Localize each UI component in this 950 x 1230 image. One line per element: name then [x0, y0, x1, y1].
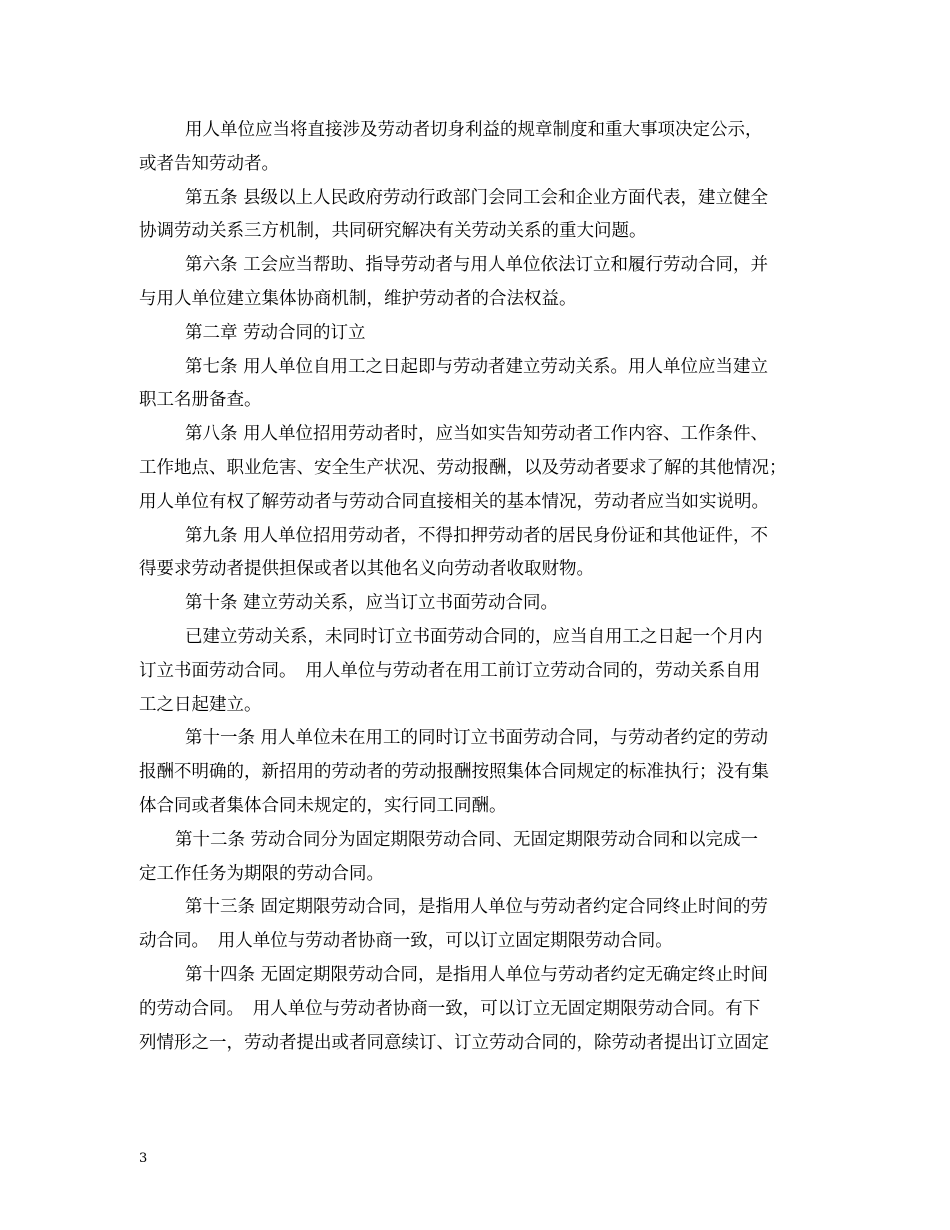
text-line: 第九条 用人单位招用劳动者，不得扣押劳动者的居民身份证和其他证件，不: [185, 525, 769, 546]
text-line: 得要求劳动者提供担保或者以其他名义向劳动者收取财物。: [139, 559, 594, 580]
text-line: 与用人单位建立集体协商机制，维护劳动者的合法权益。: [139, 288, 577, 309]
text-line: 第六条 工会应当帮助、指导劳动者与用人单位依法订立和履行劳动合同，并: [185, 255, 769, 276]
text-line: 第十四条 无固定期限劳动合同，是指用人单位与劳动者约定无确定终止时间: [185, 964, 769, 985]
text-line: 第十一条 用人单位未在用工的同时订立书面劳动合同，与劳动者约定的劳动: [185, 728, 769, 749]
text-line: 第八条 用人单位招用劳动者时，应当如实告知劳动者工作内容、工作条件、: [185, 424, 769, 445]
text-line: 或者告知劳动者。: [139, 153, 279, 174]
text-line: 体合同或者集体合同未规定的，实行同工同酬。: [139, 795, 507, 816]
text-line: 用人单位应当将直接涉及劳动者切身利益的规章制度和重大事项决定公示，: [185, 120, 763, 140]
page-number: 3: [139, 1151, 148, 1166]
text-line: 定工作任务为期限的劳动合同。: [139, 863, 384, 884]
text-line: 协调劳动关系三方机制，共同研究解决有关劳动关系的重大问题。: [139, 221, 647, 242]
text-line: 动合同。 用人单位与劳动者协商一致，可以订立固定期限劳动合同。: [139, 931, 673, 952]
text-line: 第十条 建立劳动关系，应当订立书面劳动合同。: [185, 593, 559, 614]
body-text: [139, 114, 829, 1060]
text-line: 报酬不明确的，新招用的劳动者的劳动报酬按照集体合同规定的标准执行；没有集: [139, 762, 769, 783]
text-line: 第七条 用人单位自用工之日起即与劳动者建立劳动关系。用人单位应当建立: [185, 356, 769, 377]
text-line: 第五条 县级以上人民政府劳动行政部门会同工会和企业方面代表，建立健全: [185, 187, 769, 208]
text-line: 职工名册备查。: [139, 390, 262, 411]
text-line: 订立书面劳动合同。 用人单位与劳动者在用工前订立劳动合同的，劳动关系自用: [139, 660, 761, 681]
chapter-heading: 第二章 劳动合同的订立: [185, 322, 366, 343]
text-line: 第十二条 劳动合同分为固定期限劳动合同、无固定期限劳动合同和以完成一: [175, 829, 759, 850]
text-line: 工之日起建立。: [139, 694, 262, 715]
text-line: 用人单位有权了解劳动者与劳动合同直接相关的基本情况，劳动者应当如实说明。: [139, 491, 769, 512]
text-line: 列情形之一，劳动者提出或者同意续订、订立劳动合同的，除劳动者提出订立固定: [139, 1032, 769, 1053]
text-line: 的劳动合同。 用人单位与劳动者协商一致，可以订立无固定期限劳动合同。有下: [139, 998, 761, 1019]
text-line: 工作地点、职业危害、安全生产状况、劳动报酬，以及劳动者要求了解的其他情况；: [139, 457, 787, 478]
text-line: 第十三条 固定期限劳动合同，是指用人单位与劳动者约定合同终止时间的劳: [185, 897, 769, 918]
text-line: 已建立劳动关系，未同时订立书面劳动合同的，应当自用工之日起一个月内: [185, 626, 763, 647]
